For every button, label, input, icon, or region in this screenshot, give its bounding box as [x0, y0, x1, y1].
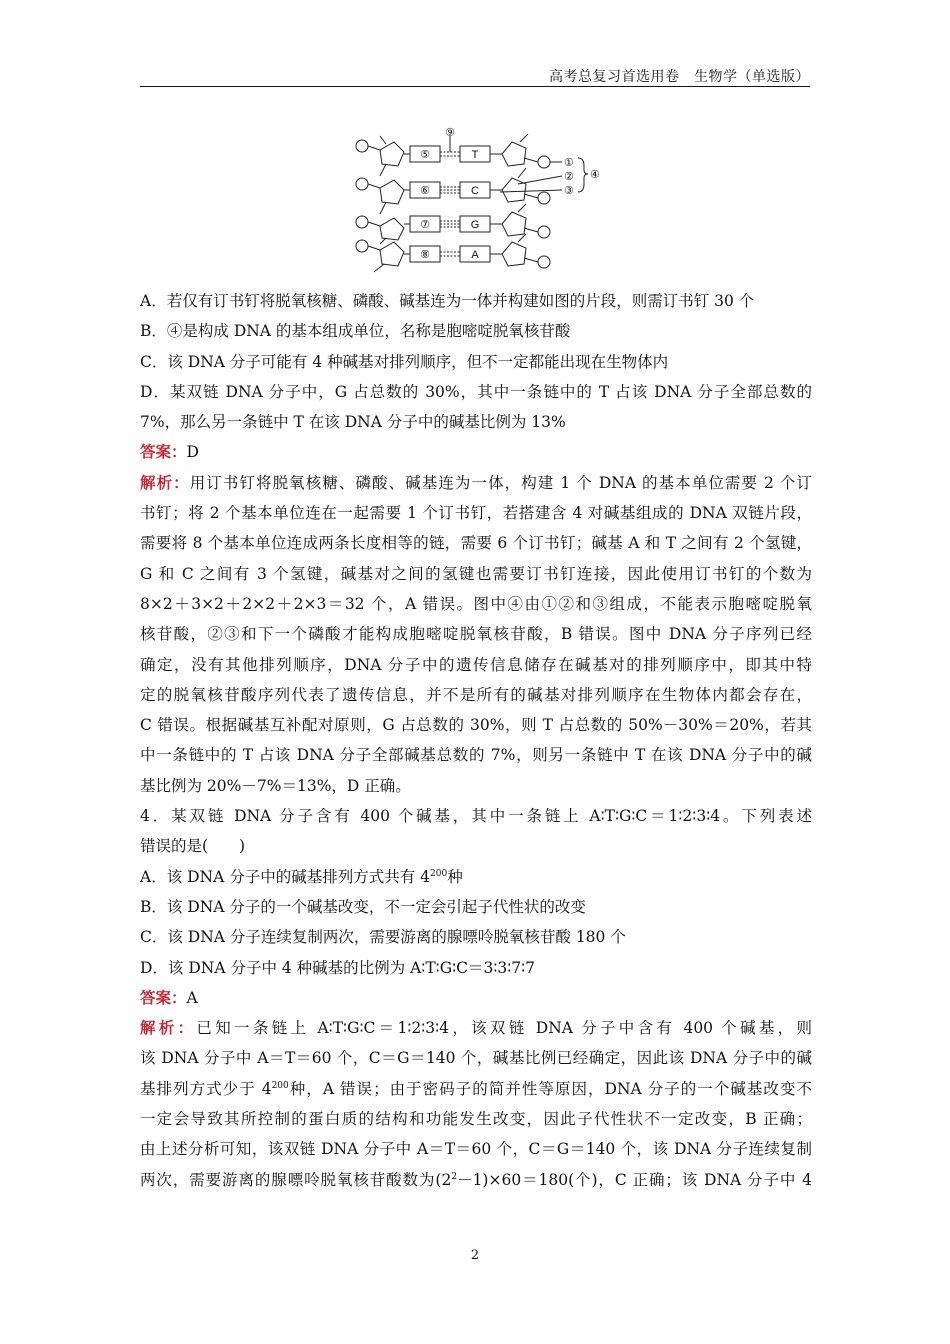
base-letter-C: C	[471, 185, 479, 197]
q3-option-b: B．④是构成 DNA 的基本组成单位，名称是胞嘧啶脱氧核苷酸	[140, 322, 571, 341]
answer-label: 答案：	[140, 987, 187, 1007]
q4-stem-line-1: 4．某双链 DNA 分子含有 400 个碱基，其中一条链上 A∶T∶G∶C＝1∶2∶3∶4。下列表述	[140, 807, 812, 826]
q3-option-c: C．该 DNA 分子可能有 4 种碱基对排列顺序，但不一定都能出现在生物体内	[140, 352, 669, 371]
pair-number-8: ⑧	[420, 249, 430, 261]
phosphate-left-1	[356, 140, 368, 152]
sugar-right-2	[502, 178, 526, 202]
q3-analysis-line-7: 确定，没有其他排列顺序，DNA 分子中的遗传信息储存在碱基对的排列顺序中，即其中特	[140, 655, 812, 674]
q3-analysis-line-3: 需要将 8 个基本单位连成两条长度相等的链，需要 6 个订书钉；碱基 A 和 T 之间有 2 个氢键，	[140, 534, 812, 553]
answer-value: D	[186, 443, 199, 462]
label-4: ④	[590, 169, 600, 181]
q3-analysis-line-10: 中一条链中的 T 占该 DNA 分子全部碱基总数的 7%，则另一条链中 T 在该 DNA 分子中的碱	[140, 746, 812, 765]
phosphate-left-4	[356, 240, 368, 252]
sugar-left-4	[380, 242, 404, 266]
base-letter-T: T	[471, 149, 479, 161]
sugar-left-2	[380, 180, 404, 204]
q4-option-a: A．该 DNA 分子中的碱基排列方式共有 $4^{200}$种	[140, 867, 463, 886]
phosphate-right-2	[538, 192, 550, 204]
q3-analysis-line-2: 书钉；将 2 个基本单位连在一起需要 1 个订书钉，若搭建含 4 对碱基组成的 DNA 双链片段，	[140, 504, 812, 523]
q4-analysis-line-6: 两次，需要游离的腺嘌呤脱氧核苷酸数为$(2^2-1)\times 60=180$(个)，C 正确；该 DNA 分子中 4	[140, 1170, 812, 1189]
q3-analysis-line-6: 核苷酸，②③和下一个磷酸才能构成胞嘧啶脱氧核苷酸，B 错误。图中 DNA 分子序列已经	[140, 625, 812, 644]
q3-analysis-line-11: 基比例为 20%－7%＝13%，D 正确。	[140, 776, 411, 795]
label-9: ⑨	[445, 127, 455, 139]
sugar-right-3	[502, 212, 526, 236]
q3-option-a: A．若仅有订书钉将脱氧核糖、磷酸、碱基连为一体并构建如图的片段，则需订书钉 30 个	[140, 292, 755, 310]
sugar-right-4	[502, 242, 526, 266]
sugar-right-1	[502, 142, 526, 166]
answer-value: A	[186, 988, 198, 1007]
q3-option-d-line-1: D．某双链 DNA 分子中，G 占总数的 30%，其中一条链中的 T 占该 DNA 分子全部总数的	[140, 382, 812, 401]
label-1: ①	[564, 157, 574, 169]
q4-analysis-line-4: 一定会导致其所控制的蛋白质的结构和功能发生改变，因此子代性状不一定改变，B 正确；	[140, 1110, 812, 1129]
page-header: 高考总复习首选用卷 生物学（单选版）	[549, 69, 810, 85]
q4-option-b: B．该 DNA 分子的一个碱基改变，不一定会引起子代性状的改变	[140, 897, 586, 916]
phosphate-right-1	[538, 156, 550, 168]
q4-answer	[140, 983, 812, 1013]
q3-analysis-line-5: 8×2＋3×2＋2×2＋2×3＝32 个，A 错误。图中④由①②和③组成，不能表示胞嘧啶脱氧	[140, 594, 812, 613]
header-rule	[140, 86, 810, 87]
q3-answer	[140, 437, 812, 467]
page-number: 2	[470, 1248, 480, 1263]
base-letter-G: G	[470, 219, 480, 231]
base-letter-A: A	[471, 249, 479, 261]
exponent: 2	[451, 1171, 458, 1182]
analysis-text: 用订书钉将脱氧核糖、磷酸、碱基连为一体，构建 1 个 DNA 的基本单位需要 2 个订	[189, 473, 812, 492]
pair-number-7: ⑦	[420, 219, 430, 231]
sugar-left-3	[380, 218, 404, 240]
q3-option-d-line-2: 7%，那么另一条链中 T 在该 DNA 分子中的碱基比例为 13%	[140, 413, 566, 432]
q4-option-d: D．该 DNA 分子中 4 种碱基的比例为 A∶T∶G∶C＝3∶3∶7∶7	[140, 958, 536, 977]
q4-analysis-line-2: 该 DNA 分子中 A＝T＝60 个，C＝G＝140 个，碱基比例已经确定，因此该 DNA 分子中的碱	[140, 1049, 812, 1068]
q3-analysis-line-1	[140, 468, 812, 498]
q4-option-c: C．该 DNA 分子连续复制两次，需要游离的腺嘌呤脱氧核苷酸 180 个	[140, 928, 626, 947]
label-3: ③	[564, 185, 574, 197]
q4-stem-line-2: 错误的是( )	[140, 837, 246, 856]
exponent: 200	[271, 1080, 289, 1091]
answer-label: 答案：	[140, 442, 187, 462]
phosphate-right-3	[538, 226, 550, 238]
q4-analysis-line-1	[140, 1013, 812, 1043]
phosphate-left-2	[356, 178, 368, 190]
analysis-text: 已知一条链上 A∶T∶G∶C＝1∶2∶3∶4，该双链 DNA 分子中含有 400 个碱基，则	[196, 1019, 812, 1038]
q3-analysis-line-4: G 和 C 之间有 3 个氢键，碱基对之间的氢键也需要订书钉连接，因此使用订书钉的个数为	[140, 564, 812, 583]
exponent: 200	[430, 868, 448, 879]
pair-number-5: ⑤	[420, 149, 430, 161]
analysis-label: 解析：	[140, 1018, 197, 1038]
analysis-label: 解析：	[140, 472, 190, 492]
phosphate-right-4	[538, 256, 550, 268]
phosphate-left-3	[356, 216, 368, 228]
q4-analysis-line-3: 基排列方式少于 $4^{200}$种，A 错误；由于密码子的简并性等原因，DNA 分子的一个碱基改变不	[140, 1079, 812, 1098]
q3-analysis-line-9: C 错误。根据碱基互补配对原则，G 占总数的 30%，则 T 占总数的 50%－30%＝20%，若其	[140, 716, 812, 735]
pair-number-6: ⑥	[420, 185, 430, 197]
label-2: ②	[564, 171, 574, 183]
dna-structure-diagram	[350, 126, 610, 276]
sugar-left-1	[380, 142, 404, 166]
page-content	[140, 286, 812, 1195]
q4-analysis-line-5: 由上述分析可知，该双链 DNA 分子中 A＝T＝60 个，C＝G＝140 个，该 DNA 分子连续复制	[140, 1140, 812, 1159]
q3-analysis-line-8: 定的脱氧核苷酸序列代表了遗传信息，并不是所有的碱基对排列顺序在生物体内都会存在，	[140, 685, 812, 704]
